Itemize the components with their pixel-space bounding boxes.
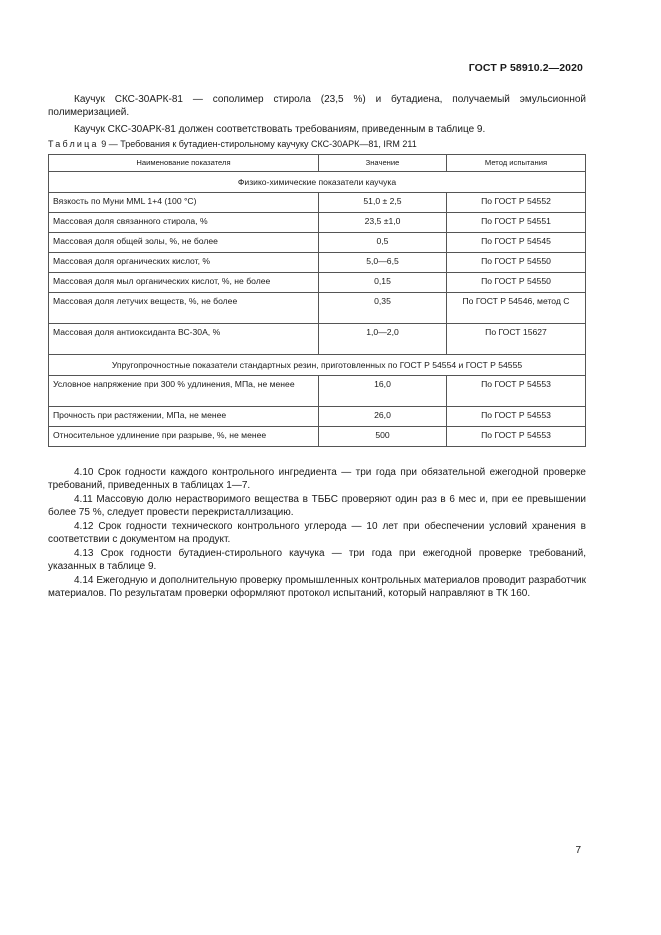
indicator-name: Массовая доля антиоксиданта ВС-30А, % bbox=[49, 324, 319, 355]
paragraph: 4.14 Ежегодную и дополнительную проверку промышленных контрольных материалов проводит разработчик материалов. По результатам проверки оформляют протокол испытаний, который направляют в ТК 160. bbox=[48, 575, 586, 599]
section-title: Физико-химические показатели каучука bbox=[49, 172, 586, 193]
table-row bbox=[49, 253, 586, 273]
page-number: 7 bbox=[575, 845, 581, 856]
test-method: По ГОСТ Р 54550 bbox=[447, 253, 586, 273]
section-row bbox=[49, 172, 586, 193]
section-row bbox=[49, 355, 586, 376]
test-method: По ГОСТ Р 54551 bbox=[447, 213, 586, 233]
indicator-name: Массовая доля органических кислот, % bbox=[49, 253, 319, 273]
test-method: По ГОСТ Р 54553 bbox=[447, 407, 586, 427]
test-method: По ГОСТ Р 54552 bbox=[447, 193, 586, 213]
table-row bbox=[49, 213, 586, 233]
column-header: Значение bbox=[319, 155, 447, 172]
indicator-value: 23,5 ±1,0 bbox=[319, 213, 447, 233]
indicator-value: 26,0 bbox=[319, 407, 447, 427]
table-row bbox=[49, 427, 586, 447]
indicator-value: 5,0—6,5 bbox=[319, 253, 447, 273]
test-method: По ГОСТ Р 54553 bbox=[447, 427, 586, 447]
table-caption bbox=[48, 139, 417, 149]
paragraph: 4.11 Массовую долю нерастворимого вещества в ТББС проверяют один раз в 6 мес и, при ее превышении более 75 %, следует провести перекристаллизацию. bbox=[48, 494, 586, 518]
intro-paragraph: Каучук СКС-30АРК-81 должен соответствовать требованиям, приведенным в таблице 9. bbox=[74, 124, 486, 135]
paragraph: 4.13 Срок годности бутадиен-стирольного каучука — три года при ежегодной проверке требований, указанных в таблице 9. bbox=[48, 548, 586, 572]
table-row bbox=[49, 273, 586, 293]
indicator-name: Условное напряжение при 300 % удлинения, МПа, не менее bbox=[49, 376, 319, 407]
test-method: По ГОСТ Р 54546, метод С bbox=[447, 293, 586, 324]
indicator-value: 51,0 ± 2,5 bbox=[319, 193, 447, 213]
indicator-name: Массовая доля связанного стирола, % bbox=[49, 213, 319, 233]
indicator-name: Массовая доля мыл органических кислот, %, не более bbox=[49, 273, 319, 293]
indicator-name: Массовая доля общей золы, %, не более bbox=[49, 233, 319, 253]
indicator-value: 0,5 bbox=[319, 233, 447, 253]
table-row bbox=[49, 407, 586, 427]
table-row bbox=[49, 293, 586, 324]
document-id: ГОСТ Р 58910.2—2020 bbox=[468, 62, 583, 74]
caption-text: — Требования к бутадиен-стирольному каучуку СКС-30АРК—81, IRM 211 bbox=[108, 139, 417, 149]
test-method: По ГОСТ 15627 bbox=[447, 324, 586, 355]
paragraph: 4.12 Срок годности технического контрольного углерода — 10 лет при обеспечении условий хранения в соответствии с документом на продукт. bbox=[48, 521, 586, 545]
test-method: По ГОСТ Р 54553 bbox=[447, 376, 586, 407]
table-row bbox=[49, 233, 586, 253]
indicator-name: Массовая доля летучих веществ, %, не более bbox=[49, 293, 319, 324]
table-row bbox=[49, 193, 586, 213]
intro-paragraph: Каучук СКС-30АРК-81 — сополимер стирола (23,5 %) и бутадиена, получаемый эмульсионной полимеризацией. bbox=[48, 94, 586, 118]
indicator-value: 0,35 bbox=[319, 293, 447, 324]
paragraph: 4.10 Срок годности каждого контрольного ингредиента — три года при обязательной ежегодной проверке требований, приведенных в таблицах 1—7. bbox=[48, 467, 586, 491]
indicator-name: Относительное удлинение при разрыве, %, не менее bbox=[49, 427, 319, 447]
test-method: По ГОСТ Р 54545 bbox=[447, 233, 586, 253]
indicator-value: 0,15 bbox=[319, 273, 447, 293]
indicator-value: 500 bbox=[319, 427, 447, 447]
intro-text bbox=[48, 93, 586, 140]
body-paragraphs bbox=[48, 466, 586, 601]
indicator-name: Вязкость по Муни MML 1+4 (100 °C) bbox=[49, 193, 319, 213]
indicator-value: 1,0—2,0 bbox=[319, 324, 447, 355]
requirements-table bbox=[48, 154, 586, 447]
test-method: По ГОСТ Р 54550 bbox=[447, 273, 586, 293]
table-header-row bbox=[49, 155, 586, 172]
indicator-name: Прочность при растяжении, МПа, не менее bbox=[49, 407, 319, 427]
section-title: Упругопрочностные показатели стандартных резин, приготовленных по ГОСТ Р 54554 и ГОСТ Р 54555 bbox=[49, 355, 586, 376]
column-header: Метод испытания bbox=[447, 155, 586, 172]
table-row bbox=[49, 376, 586, 407]
indicator-value: 16,0 bbox=[319, 376, 447, 407]
caption-label: Таблица bbox=[48, 139, 99, 149]
table-row bbox=[49, 324, 586, 355]
column-header: Наименование показателя bbox=[49, 155, 319, 172]
caption-number: 9 bbox=[101, 139, 107, 149]
